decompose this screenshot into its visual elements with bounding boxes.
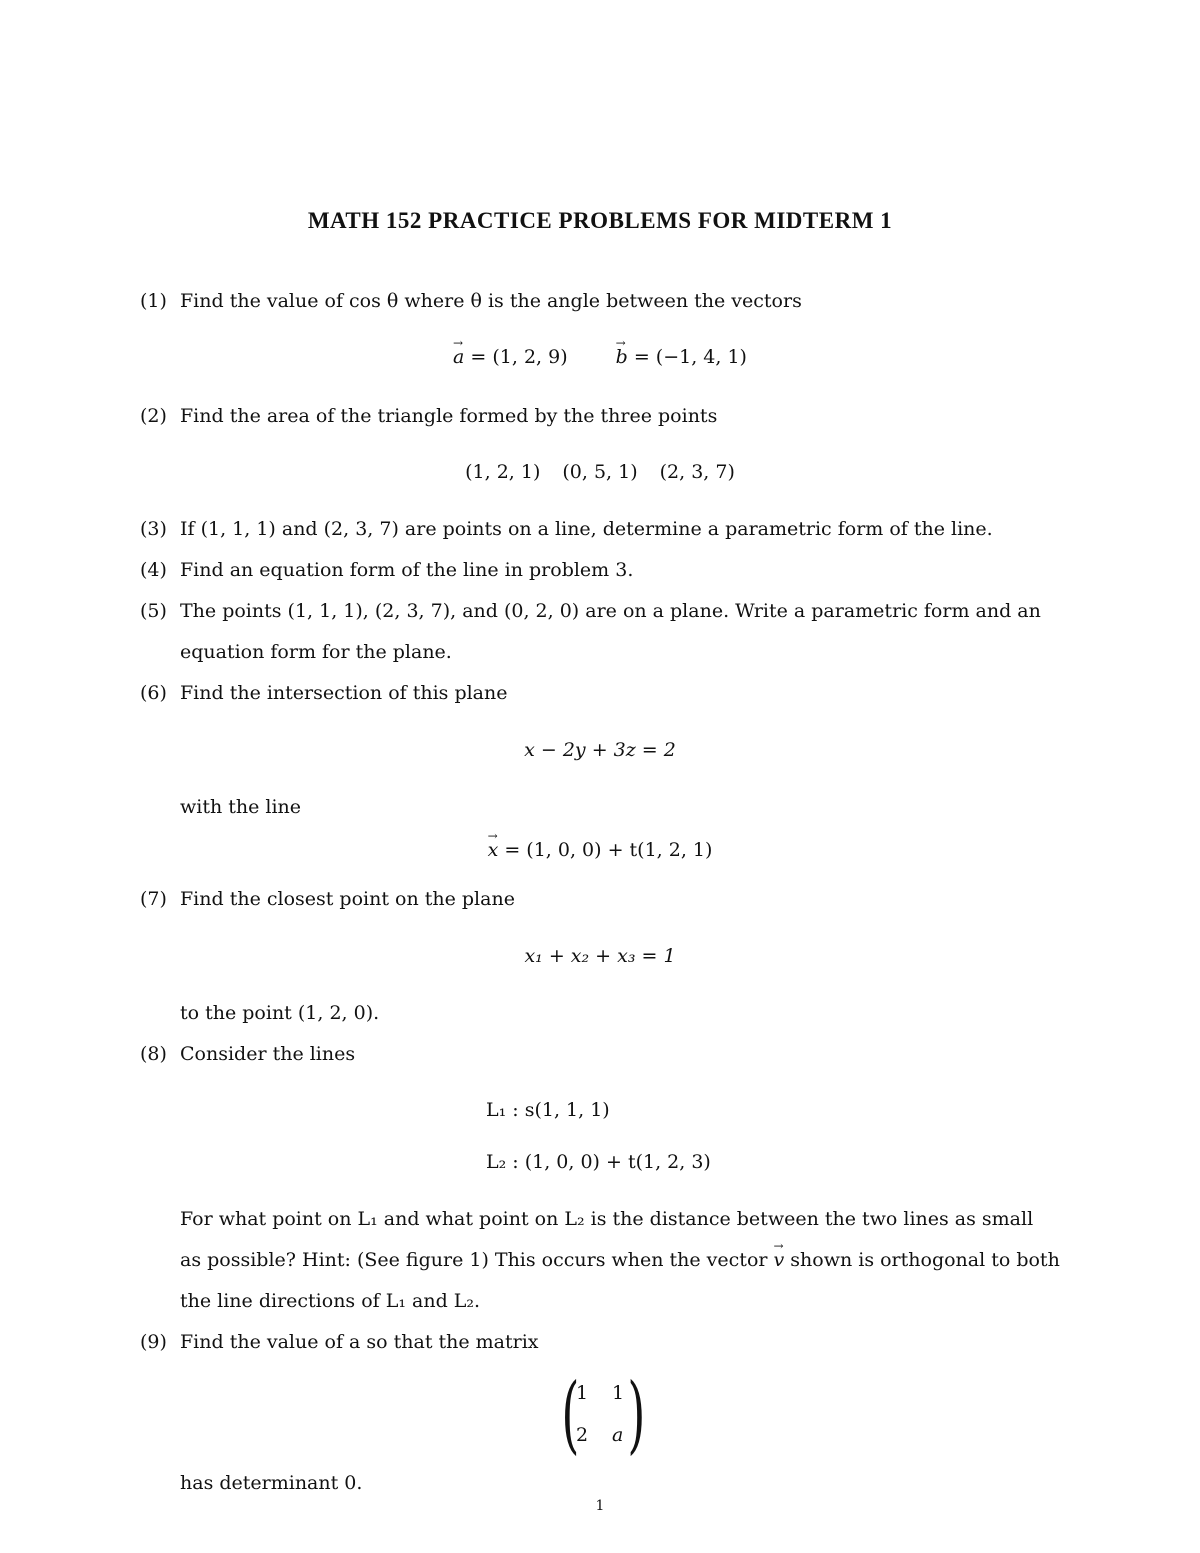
matrix [560, 1365, 646, 1463]
problem-4-number: (4) [140, 559, 167, 581]
hint-text-end: shown is orthogonal to both [784, 1249, 1060, 1271]
problem-1-number: (1) [140, 290, 167, 312]
problem-1-text: Find the value of cos θ where θ is the angle between the vectors [180, 290, 802, 312]
vector-a-value: = (1, 2, 9) [464, 346, 568, 368]
line-equation-value: = (1, 0, 0) + t(1, 2, 1) [498, 839, 713, 861]
problem-2-number: (2) [140, 405, 167, 427]
matrix-cell-11: 1 [576, 1382, 589, 1404]
problem-7-text-continued: to the point (1, 2, 0). [180, 1002, 380, 1024]
problem-4-text: Find an equation form of the line in problem 3. [180, 559, 634, 581]
problem-3-number: (3) [140, 518, 167, 540]
page-number: 1 [595, 1498, 605, 1514]
problem-3-text: If (1, 1, 1) and (2, 3, 7) are points on a line, determine a parametric form of the line. [180, 518, 993, 540]
problem-7-number: (7) [140, 888, 167, 910]
point-1: (1, 2, 1) [465, 461, 541, 483]
problem-9-number: (9) [140, 1331, 167, 1353]
vector-b-value: = (−1, 4, 1) [627, 346, 747, 368]
vector-x-symbol: → x [488, 837, 499, 863]
point-2: (0, 5, 1) [562, 461, 638, 483]
matrix-right-paren: ) [627, 1365, 646, 1463]
problem-7-plane-equation: x₁ + x₂ + x₃ = 1 [524, 945, 676, 967]
matrix-cell-12: 1 [612, 1382, 625, 1404]
problem-6-line-equation [0, 837, 1200, 863]
problem-6-plane-equation: x − 2y + 3z = 2 [524, 739, 676, 761]
point-3: (2, 3, 7) [659, 461, 735, 483]
problem-5-text-continued: equation form for the plane. [180, 641, 452, 663]
problem-6-text-continued: with the line [180, 796, 302, 818]
problem-1-vectors [0, 344, 1200, 370]
problem-2-points [0, 459, 1200, 485]
matrix-cell-22: a [612, 1424, 624, 1446]
problem-5-number: (5) [140, 600, 167, 622]
vector-a-symbol: → a [453, 344, 464, 370]
problem-8-number: (8) [140, 1043, 167, 1065]
page-title: MATH 152 PRACTICE PROBLEMS FOR MIDTERM 1 [307, 208, 893, 233]
problem-6-text: Find the intersection of this plane [180, 682, 508, 704]
hint-text-start: as possible? Hint: (See figure 1) This occurs when the vector [180, 1249, 774, 1271]
line-L1-equation: L₁ : s(1, 1, 1) [486, 1099, 610, 1121]
problem-9-text-continued: has determinant 0. [180, 1472, 363, 1494]
problem-8-question: For what point on L₁ and what point on L₂ is the distance between the two lines as small [180, 1208, 1034, 1230]
problem-8-hint [180, 1247, 1060, 1273]
problem-9-text: Find the value of a so that the matrix [180, 1331, 539, 1353]
problem-6-number: (6) [140, 682, 167, 704]
problem-5-text: The points (1, 1, 1), (2, 3, 7), and (0, 2, 0) are on a plane. Write a parametric form and an [180, 600, 1041, 622]
vector-v-symbol: → v [774, 1247, 785, 1273]
matrix-cell-21: 2 [576, 1424, 589, 1446]
problem-8-text: Consider the lines [180, 1043, 356, 1065]
problem-2-text: Find the area of the triangle formed by the three points [180, 405, 718, 427]
problem-7-text: Find the closest point on the plane [180, 888, 515, 910]
line-L2-equation: L₂ : (1, 0, 0) + t(1, 2, 3) [486, 1151, 711, 1173]
matrix-left-paren: ( [561, 1365, 580, 1463]
problem-8-hint-continued: the line directions of L₁ and L₂. [180, 1290, 481, 1312]
vector-b-symbol: → b [616, 344, 628, 370]
